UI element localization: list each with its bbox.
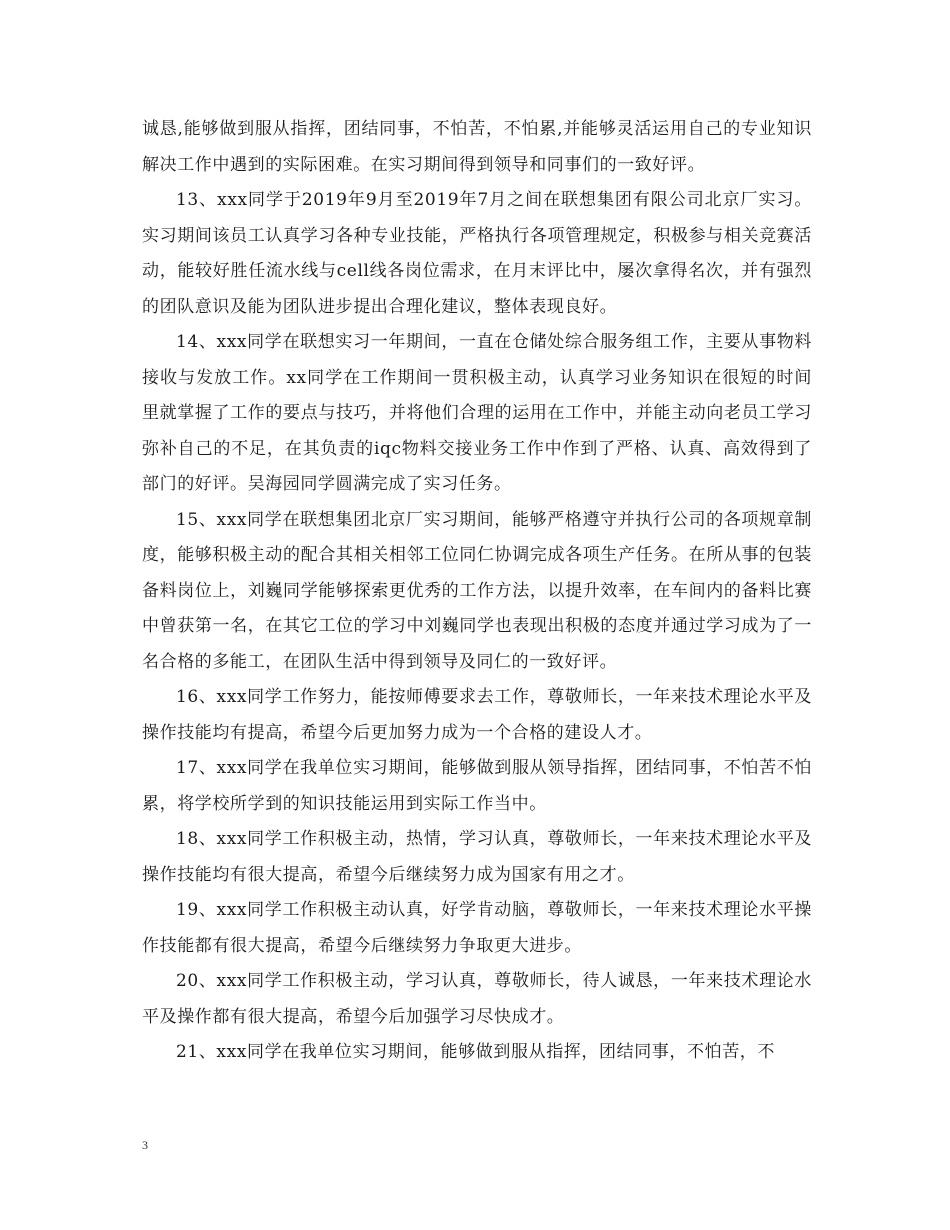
paragraph-21: 21、xxx同学在我单位实习期间，能够做到服从指挥，团结同事，不怕苦，不: [176, 1042, 775, 1062]
paragraph-15: 15、xxx同学在联想集团北京厂实习期间，能够严格遵守并执行公司的各项规章制度，能够积极主动的配合其相关相邻工位同仁协调完成各项生产任务。在所从事的包装备料岗位上，刘巍同学能够探索更优秀的工作方法，以提升效率，在车间内的备料比赛中曾获第一名，在其它工位的学习中刘巍同学也表现出积极的态度并通过学习成为了一名合格的多能工，在团队生活中得到领导及同仁的一致好评。: [142, 509, 812, 672]
paragraph-19: 19、xxx同学工作积极主动认真，好学肯动脑，尊敬师长，一年来技术理论水平操作技能都有很大提高，希望今后继续努力争取更大进步。: [142, 900, 812, 956]
paragraph-16: 16、xxx同学工作努力，能按师傅要求去工作，尊敬师长，一年来技术理论水平及操作技能均有提高，希望今后更加努力成为一个合格的建设人才。: [142, 687, 812, 743]
page-number: 3: [142, 1138, 148, 1152]
document-page: [142, 112, 812, 1071]
paragraph-14: 14、xxx同学在联想实习一年期间，一直在仓储处综合服务组工作，主要从事物料接收与发放工作。xx同学在工作期间一贯积极主动，认真学习业务知识在很短的时间里就掌握了工作的要点与技巧，并将他们合理的运用在工作中，并能主动向老员工学习弥补自己的不足，在其负责的iqc物料交接业务工作中作到了严格、认真、高效得到了部门的好评。吴海园同学圆满完成了实习任务。: [142, 332, 812, 494]
paragraph-17: 17、xxx同学在我单位实习期间，能够做到服从领导指挥，团结同事，不怕苦不怕累，将学校所学到的知识技能运用到实际工作当中。: [142, 758, 812, 814]
paragraph-13: 13、xxx同学于2019年9月至2019年7月之间在联想集团有限公司北京厂实习。实习期间该员工认真学习各种专业技能，严格执行各项管理规定，积极参与相关竞赛活动，能较好胜任流水线与cell线各岗位需求，在月末评比中，屡次拿得名次，并有强烈的团队意识及能为团队进步提出合理化建议，整体表现良好。: [142, 190, 812, 317]
paragraph-continuation: 诚恳,能够做到服从指挥，团结同事，不怕苦，不怕累,并能够灵活运用自己的专业知识解决工作中遇到的实际困难。在实习期间得到领导和同事们的一致好评。: [142, 119, 812, 175]
paragraph-20: 20、xxx同学工作积极主动，学习认真，尊敬师长，待人诚恳，一年来技术理论水平及操作都有很大提高，希望今后加强学习尽快成才。: [142, 971, 812, 1027]
paragraph-18: 18、xxx同学工作积极主动，热情，学习认真，尊敬师长，一年来技术理论水平及操作技能均有很大提高，希望今后继续努力成为国家有用之才。: [142, 829, 812, 885]
